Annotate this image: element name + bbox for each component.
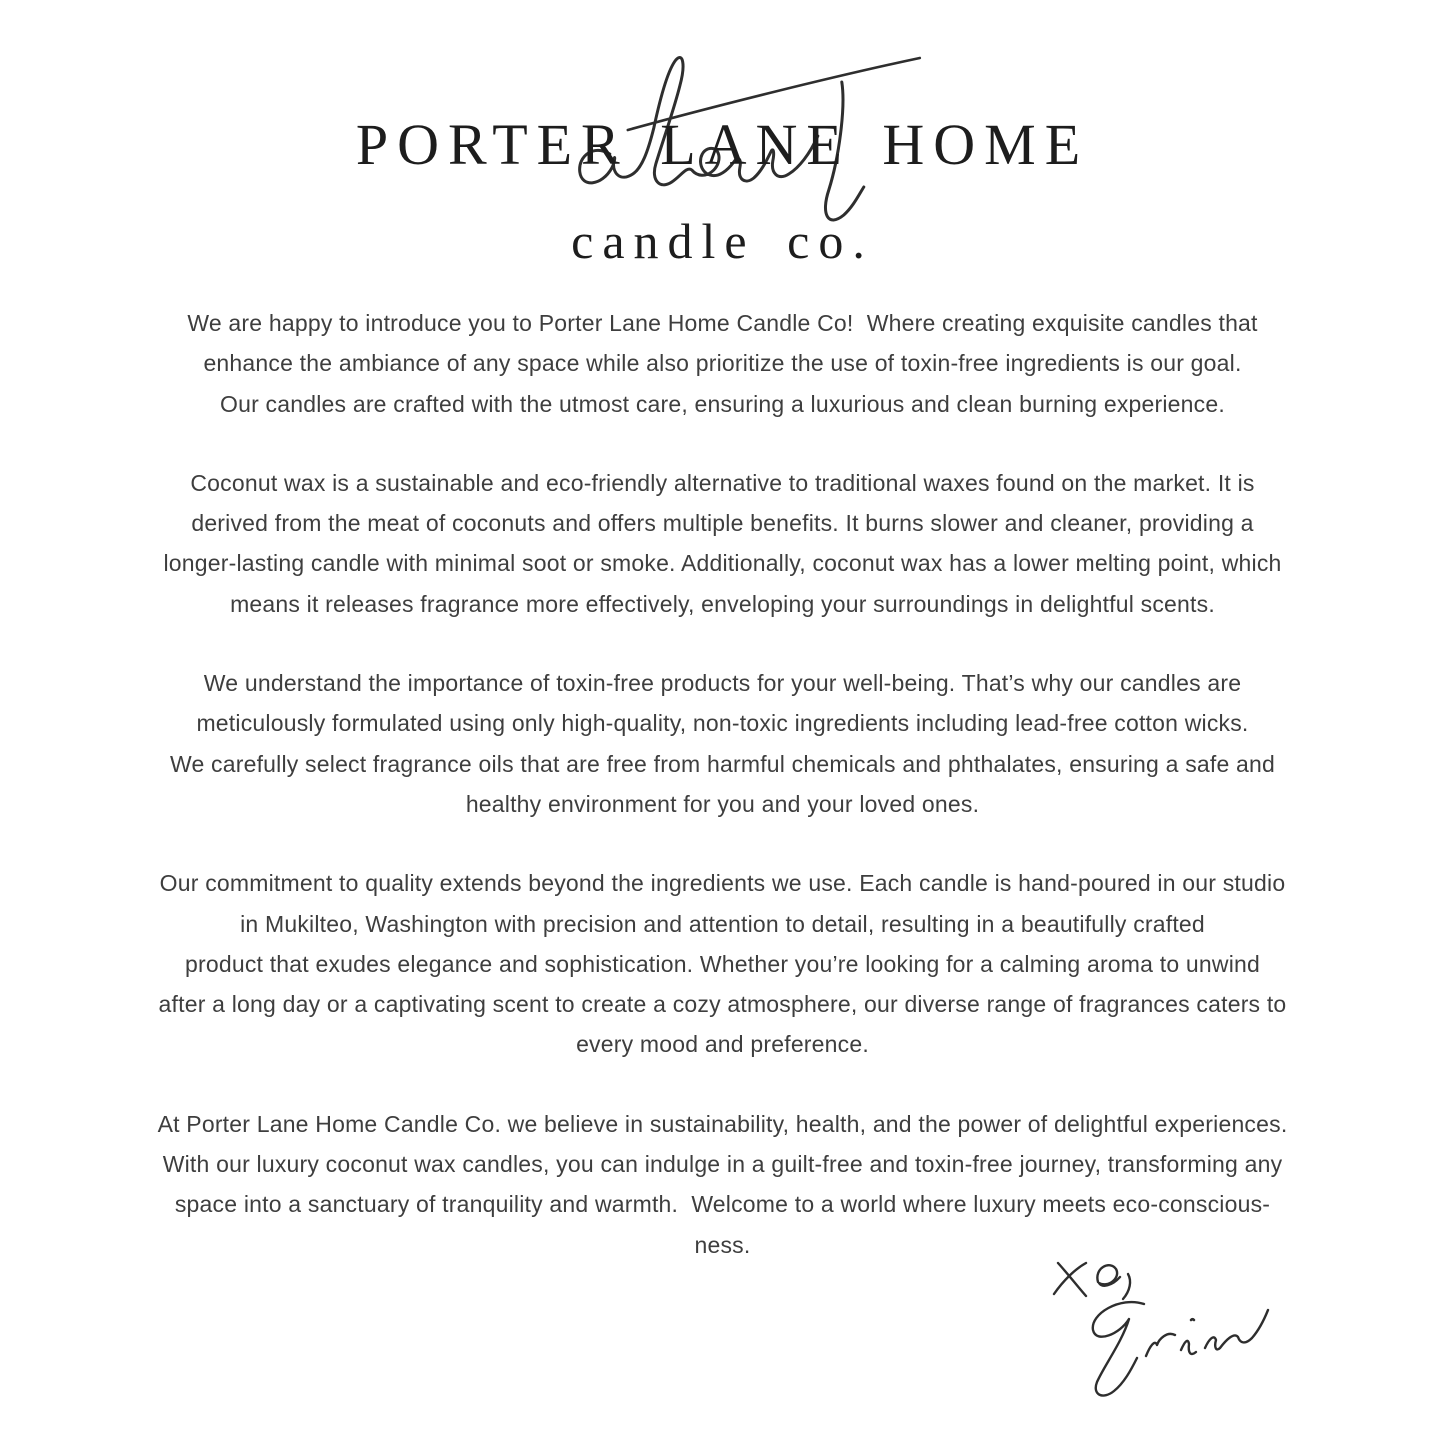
text-line: enhance the ambiance of any space while also prioritize the use of toxin-free ingredients is our goal. [203, 350, 1242, 377]
signature-script [1028, 1250, 1278, 1410]
text-line: Our commitment to quality extends beyond the ingredients we use. Each candle is hand-poured in our studio [159, 870, 1286, 897]
text-line: in Mukilteo, Washington with precision and attention to detail, resulting in a beautifully crafted [240, 910, 1205, 937]
text-line: We understand the importance of toxin-free products for your well-being. That’s why our candles are [203, 670, 1242, 697]
text-line: product that exudes elegance and sophistication. Whether you’re looking for a calming aroma to unwind [185, 950, 1260, 977]
about-paragraph-intro [0, 303, 1445, 424]
about-paragraph-closing [0, 1104, 1445, 1265]
brand-name: PORTER LANE HOME [355, 112, 1090, 177]
text-line: derived from the meat of coconuts and offers multiple benefits. It burns slower and cleaner, providing a [191, 510, 1254, 537]
text-line: after a long day or a captivating scent to create a cozy atmosphere, our diverse range of fragrances caters to [158, 991, 1287, 1018]
text-line: With our luxury coconut wax candles, you can indulge in a guilt-free and toxin-free journey, transforming any [162, 1151, 1283, 1178]
page-header [0, 0, 1445, 303]
text-line: At Porter Lane Home Candle Co. we believe in sustainability, health, and the power of delightful experiences. [157, 1110, 1288, 1137]
about-body [0, 303, 1445, 1304]
text-line: meticulously formulated using only high-quality, non-toxic ingredients including lead-free cotton wicks. [196, 710, 1249, 737]
about-paragraph-toxin-free [0, 663, 1445, 824]
text-line: space into a sanctuary of tranquility and warmth. Welcome to a world where luxury meets eco-conscious- [174, 1191, 1271, 1218]
text-line: We carefully select fragrance oils that are free from harmful chemicals and phthalates, ensuring a safe and [169, 750, 1276, 777]
text-line: healthy environment for you and your loved ones. [465, 790, 980, 817]
brand-subtitle: candle co. [571, 213, 874, 269]
text-line: Our candles are crafted with the utmost care, ensuring a luxurious and clean burning experience. [220, 390, 1225, 417]
text-line: ness. [694, 1231, 751, 1258]
text-line: We are happy to introduce you to Porter Lane Home Candle Co! Where creating exquisite candles that [187, 310, 1258, 336]
about-paragraph-coconut-wax [0, 463, 1445, 624]
text-line: Coconut wax is a sustainable and eco-friendly alternative to traditional waxes found on the market. It is [190, 469, 1255, 496]
text-line: every mood and preference. [576, 1031, 869, 1058]
text-line: means it releases fragrance more effectively, enveloping your surroundings in delightful scents. [230, 590, 1215, 617]
about-paragraph-quality [0, 863, 1445, 1064]
text-line: longer-lasting candle with minimal soot or smoke. Additionally, coconut wax has a lower melting point, which [163, 550, 1282, 577]
